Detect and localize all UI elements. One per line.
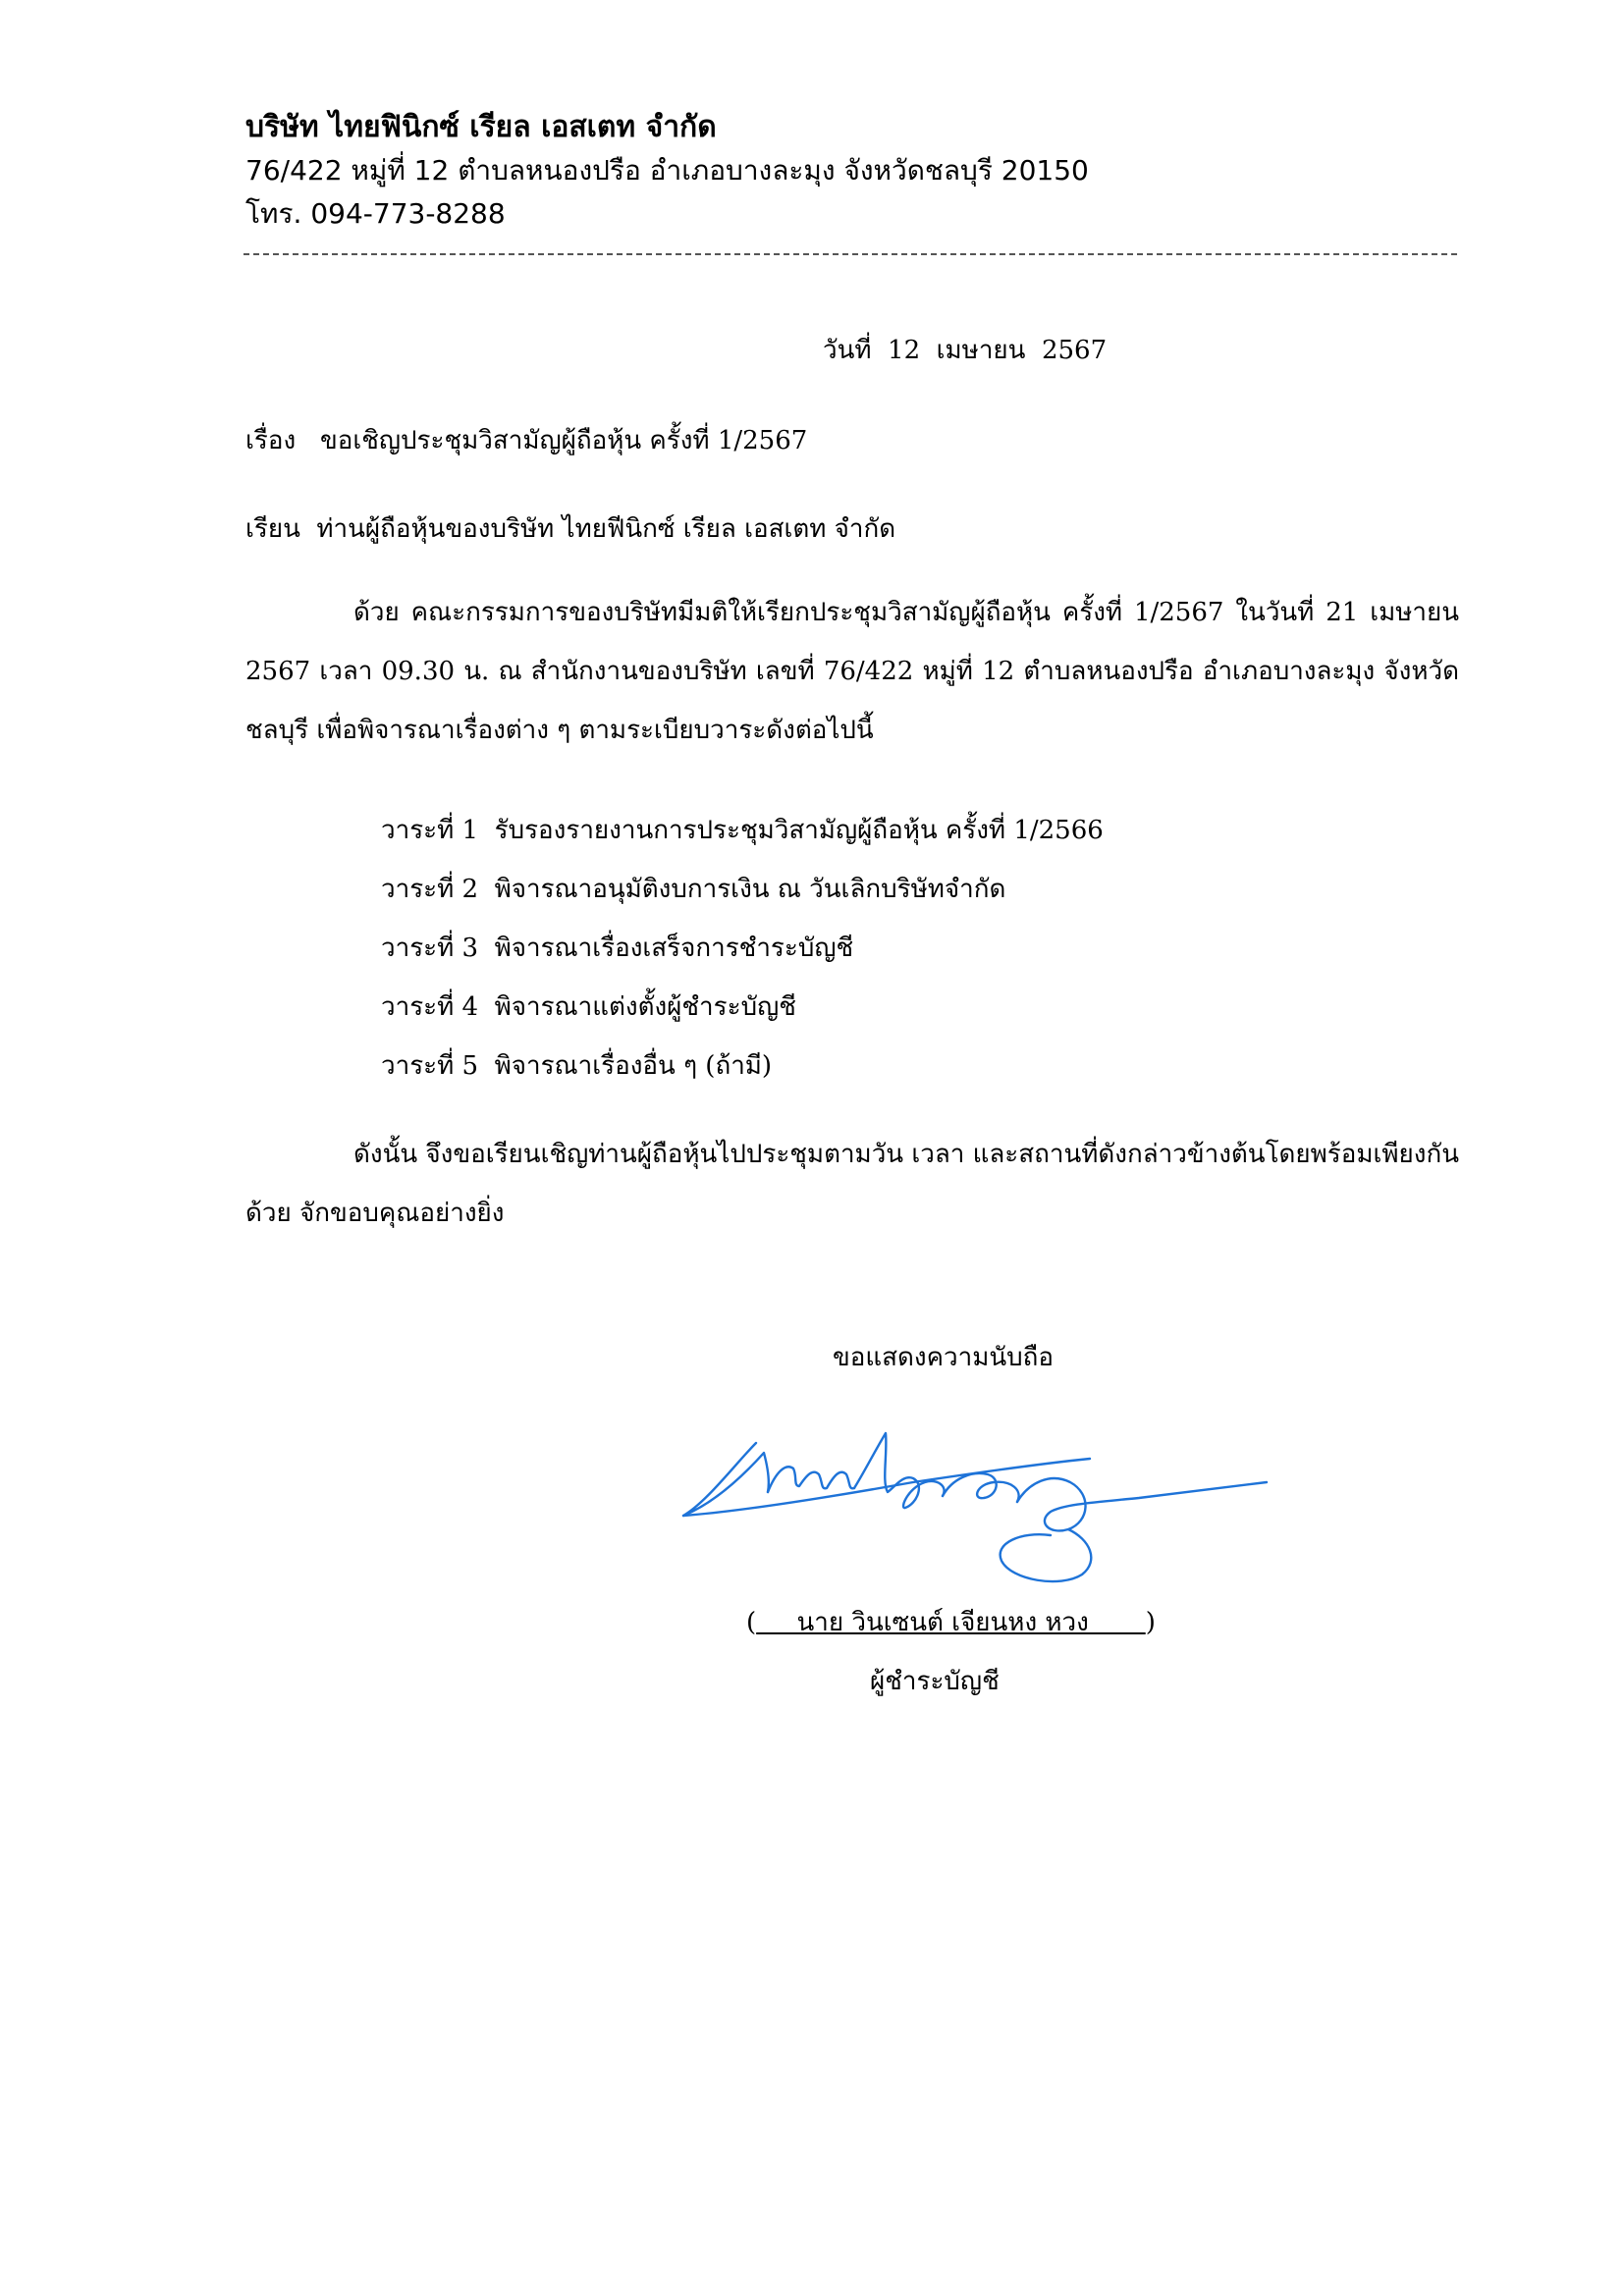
company-phone: โทร. 094-773-8288 <box>245 197 506 230</box>
company-address: 76/422 หมู่ที่ 12 ตำบลหนองปรือ อำเภอบางละมุง จังหวัดชลบุรี 20150 <box>245 154 1089 187</box>
signature-stroke <box>854 1433 945 1508</box>
company-name: บริษัท ไทยฟินิกซ์ เรียล เอสเตท จำกัด <box>245 110 717 144</box>
letterhead-divider <box>244 253 1457 255</box>
signer-name: นาย วินเซนต์ เจียนหง หวง <box>756 1608 1146 1637</box>
letter-salutation: เรียน ท่านผู้ถือหุ้นของบริษัท ไทยฟีนิกซ์ เรียล เอสเตท จำกัด <box>245 514 896 544</box>
letter-subject: เรื่อง ขอเชิญประชุมวิสามัญผู้ถือหุ้น ครั้งที่ 1/2567 <box>245 426 808 455</box>
agenda-item: วาระที่ 5 พิจารณาเรื่องอื่น ๆ (ถ้ามี) <box>381 1051 773 1081</box>
closing-salutation: ขอแสดงความนับถือ <box>833 1343 1054 1372</box>
agenda-item: วาระที่ 1 รับรองรายงานการประชุมวิสามัญผู้ถือหุ้น ครั้งที่ 1/2566 <box>381 816 1104 845</box>
signature-stroke <box>1001 1529 1092 1581</box>
agenda-list <box>381 801 1104 1095</box>
agenda-item: วาระที่ 4 พิจารณาแต่งตั้งผู้ชำระบัญชี <box>381 992 796 1022</box>
agenda-item: วาระที่ 2 พิจารณาอนุมัติงบการเงิน ณ วันเลิกบริษัทจำกัด <box>381 875 1006 904</box>
intro-paragraph: ด้วย คณะกรรมการของบริษัทมีมติให้เรียกประชุมวิสามัญผู้ถือหุ้น ครั้งที่ 1/2567 ในวันที่ 21 เมษายน 2567 เวลา 09.30 น. ณ สำนักงานของบริษัท เลขที่ 76/422 หมู่ที่ 12 ตำบลหนองปรือ อำเภอบางละมุง จังหวัดชลบุรี เพื่อพิจารณาเรื่องต่าง ๆ ตามระเบียบวาระดังต่อไปนี้ <box>245 598 1459 745</box>
letterhead <box>245 106 1089 236</box>
letter-date: วันที่ 12 เมษายน 2567 <box>823 336 1108 365</box>
close-paren: ) <box>1145 1608 1156 1637</box>
signer-title: ผู้ชำระบัญชี <box>870 1667 1000 1696</box>
agenda-item: วาระที่ 3 พิจารณาเรื่องเสร็จการชำระบัญชี <box>381 934 854 963</box>
signature-stroke <box>683 1443 769 1516</box>
closing-paragraph: ดังนั้น จึงขอเรียนเชิญท่านผู้ถือหุ้นไปประชุมตามวัน เวลา และสถานที่ดังกล่าวข้างต้นโดยพร้อมเพียงกันด้วย จักขอบคุณอย่างยิ่ง <box>245 1140 1459 1228</box>
signature <box>677 1414 1276 1590</box>
open-paren: ( <box>746 1608 757 1637</box>
signature-stroke <box>1017 1478 1267 1530</box>
signature-stroke <box>943 1473 1019 1502</box>
signature-stroke <box>768 1467 854 1492</box>
signer-name-line <box>746 1602 1156 1642</box>
